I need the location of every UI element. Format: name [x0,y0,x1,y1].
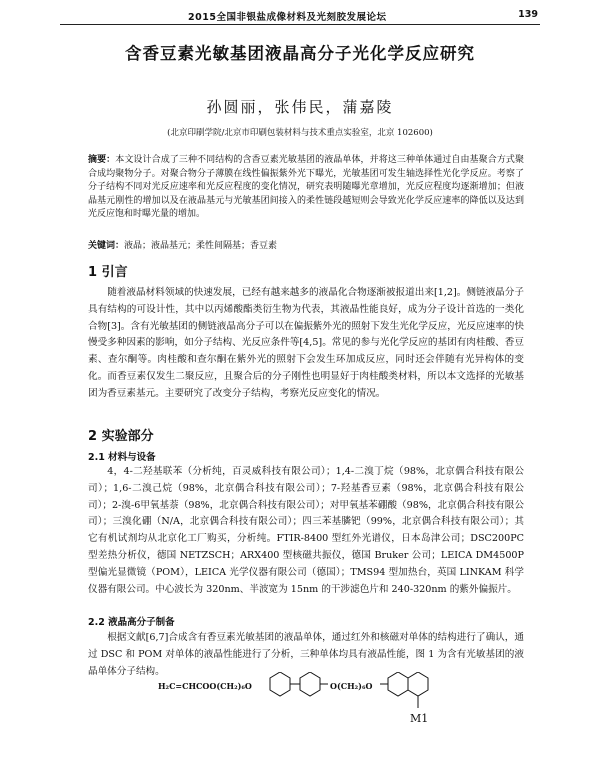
abstract [88,154,524,222]
affiliation: (北京印刷学院/北京市印刷包装材料与技术重点实验室，北京 102600) [167,128,433,138]
coumarin-lactone-ring [408,672,428,696]
keywords-text: 液晶；液晶基元；柔性间隔基；香豆素 [124,241,278,251]
author-list: 孙圆丽，张伟民，蒲嘉陵 [206,98,394,116]
formula-spacer: O(CH₂)₆O [330,681,373,691]
figure-label-m1: M1 [410,712,429,725]
running-header [60,6,540,25]
intro-paragraph: 随着液晶材料领域的快速发展，已经有越来越多的液晶化合物逐渐被报道出来[1,2]。侧链液晶分子具有结构的可设计性，其中以丙烯酸酯类衍生物为代表，其液晶性能良好，成为分子设计首选的一类化合物[3]。含有光敏基团的侧链液晶高分子可以在偏振紫外光的照射下发生光化学反应，光反应速率的快慢受多种因素的影响，如分子结构、光反应条件等[4,5]。常见的参与光化学反应的基团有肉桂酸、香豆素、查尔酮等。肉桂酸和查尔酮在紫外光的照射下会发生环加成反应，同时还会伴随有光异构体的变化。而香豆素仅发生二聚反应，且聚合后的分子刚性也明显好于肉桂酸类材料，所以本文选择的光敏基团为香豆素基元。主要研究了改变分子结构，考察光反应变化的情况。 [88,287,524,399]
monomer-structure [160,672,460,742]
benzene-ring-2 [300,672,320,696]
formula-acrylate-chain: H₂C=CHCOO(CH₂)₆O [158,681,252,691]
conference-name: 2015全国非银盐成像材料及光刻胶发展论坛 [188,12,387,23]
keywords-label: 关键词： [88,241,125,251]
section-heading-intro: 1 引言 [88,265,128,280]
keywords [88,238,524,251]
abstract-label: 摘要： [88,155,116,165]
preparation-paragraph: 根据文献[6,7]合成含有香豆素光敏基团的液晶单体，通过红外和核磁对单体的结构进行了确认，通过 DSC 和 POM 对单体的液晶性能进行了分析，三种单体均具有液晶性能，图 1 为含有光敏基团的液晶单体分子结构。 [88,632,524,677]
materials-paragraph: 4，4-二羟基联苯（分析纯，百灵威科技有限公司）；1,4-二溴丁烷（98%，北京偶合科技有限公司）；1,6-二溴己烷（98%，北京偶合科技有限公司）；7-羟基香豆素（98%，北京偶合科技有限公司）；2-溴-6甲氧基萘（98%，北京偶合科技有限公司）；对甲氧基苯硼酸（98%，北京偶合科技有限公司）；三溴化硼（N/A，北京偶合科技有限公司）；四三苯基膦钯（99%，北京偶合科技有限公司）；其它有机试剂均从北京化工厂购买，分析纯。FTIR-8400 型红外光谱仪，日本岛津公司；DSC200PC 型差热分析仪，德国 NETZSCH；ARX400 型核磁共振仪，德国 Bruker 公司；LEICA DM4500P 型偏光显微镜（POM），LEICA 光学仪器有限公司（德国）；TMS94 型加热台，英国 LINKAM 科学仪器有限公司。中心波长为 320nm、半波宽为 15nm 的干涉滤色片和 240-320nm 的紫外偏振片。 [88,466,524,595]
subsection-heading-materials: 2.1 材料与设备 [88,452,156,463]
subsection-heading-preparation: 2.2 液晶高分子制备 [88,617,175,628]
section-heading-experimental: 2 实验部分 [88,429,154,444]
abstract-text: 本文设计合成了三种不同结构的含香豆素光敏基团的液晶单体，并将这三种单体通过自由基聚合方式聚合成均聚物分子。对聚合物分子薄膜在线性偏振紫外光下曝光，光敏基团可发生轴选择性光化学反应。考察了分子结构不同对光反应速率和光反应程度的变化情况，研究表明随曝光章增加，光反应程度均逐渐增加；但液晶基元刚性的增加以及在液晶基元与光敏基团间接入的柔性链段越短则会导致光化学反应速率的降低以及达到光反应饱和时曝光量的增加。 [88,155,524,219]
benzene-ring-1 [270,672,290,696]
page-number: 139 [518,9,538,20]
coumarin-benzene-ring [388,672,408,696]
paper-title: 含香豆素光敏基团液晶高分子光化学反应研究 [125,44,475,63]
